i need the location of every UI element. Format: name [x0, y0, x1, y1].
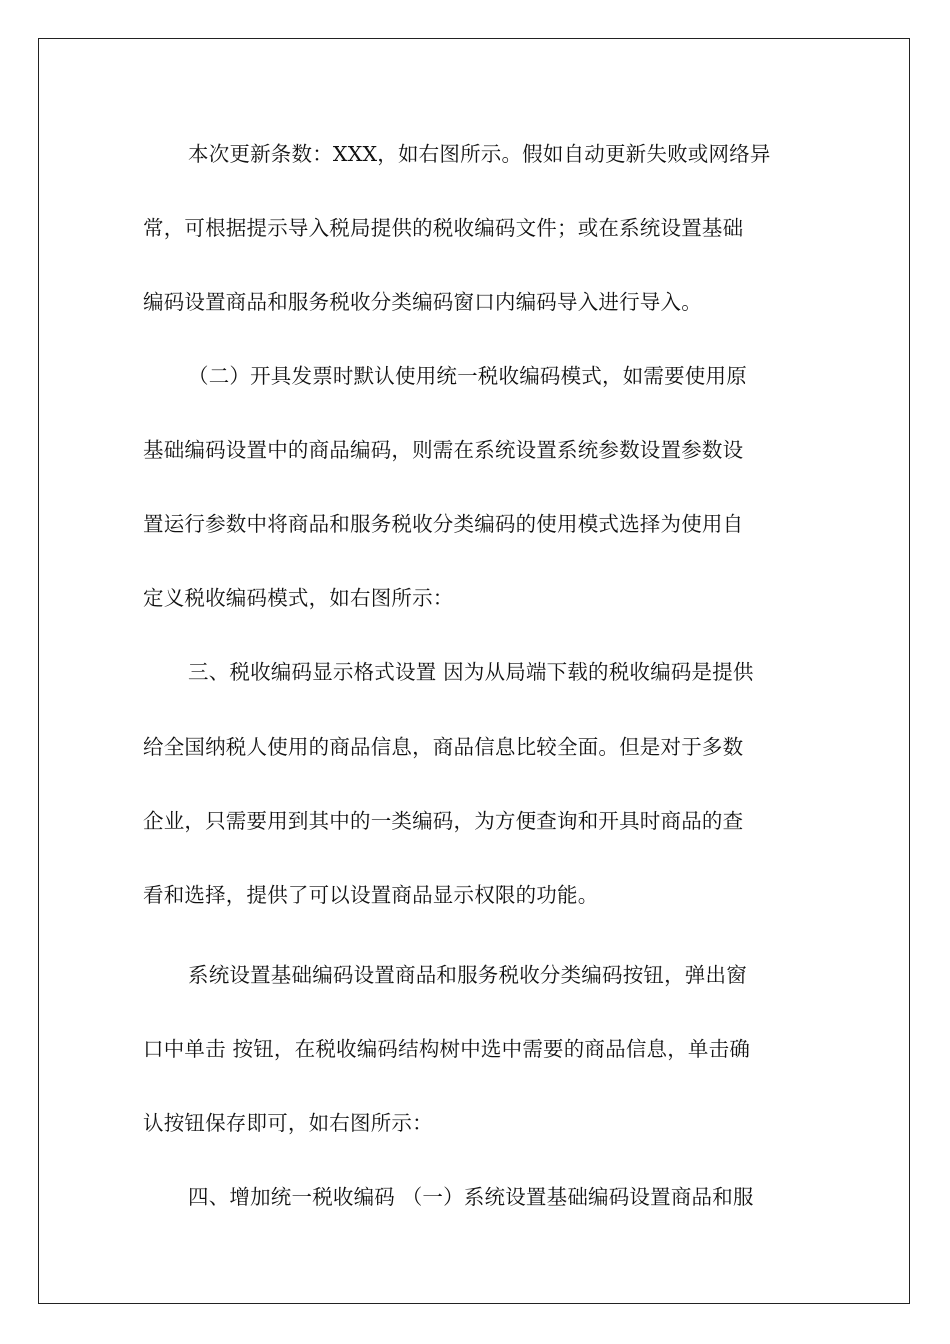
paragraph-line: 置运行参数中将商品和服务税收分类编码的使用模式选择为使用自 [143, 512, 744, 536]
paragraph-line: 基础编码设置中的商品编码，则需在系统设置系统参数设置参数设 [143, 438, 744, 462]
paragraph-line: 系统设置基础编码设置商品和服务税收分类编码按钮，弹出窗 [188, 963, 747, 987]
paragraph-line: 给全国纳税人使用的商品信息，商品信息比较全面。但是对于多数 [143, 735, 744, 759]
paragraph-line: 本次更新条数：XXX，如右图所示。假如自动更新失败或网络异 [188, 142, 771, 166]
paragraph-line: （二）开具发票时默认使用统一税收编码模式，如需要使用原 [188, 364, 747, 388]
paragraph-line: 口中单击 按钮，在税收编码结构树中选中需要的商品信息，单击确 [143, 1037, 751, 1061]
paragraph-line: 企业，只需要用到其中的一类编码，为方便查询和开具时商品的查 [143, 809, 744, 833]
paragraph-line: 常，可根据提示导入税局提供的税收编码文件；或在系统设置基础 [143, 216, 744, 240]
paragraph-line: 定义税收编码模式，如右图所示： [143, 586, 454, 610]
paragraph-line: 认按钮保存即可，如右图所示： [143, 1111, 433, 1135]
paragraph-line: 三、税收编码显示格式设置 因为从局端下载的税收编码是提供 [188, 660, 754, 684]
paragraph-line: 看和选择，提供了可以设置商品显示权限的功能。 [143, 883, 599, 907]
paragraph-line: 编码设置商品和服务税收分类编码窗口内编码导入进行导入。 [143, 290, 702, 314]
paragraph-line: 四、增加统一税收编码 （一）系统设置基础编码设置商品和服 [188, 1185, 754, 1209]
